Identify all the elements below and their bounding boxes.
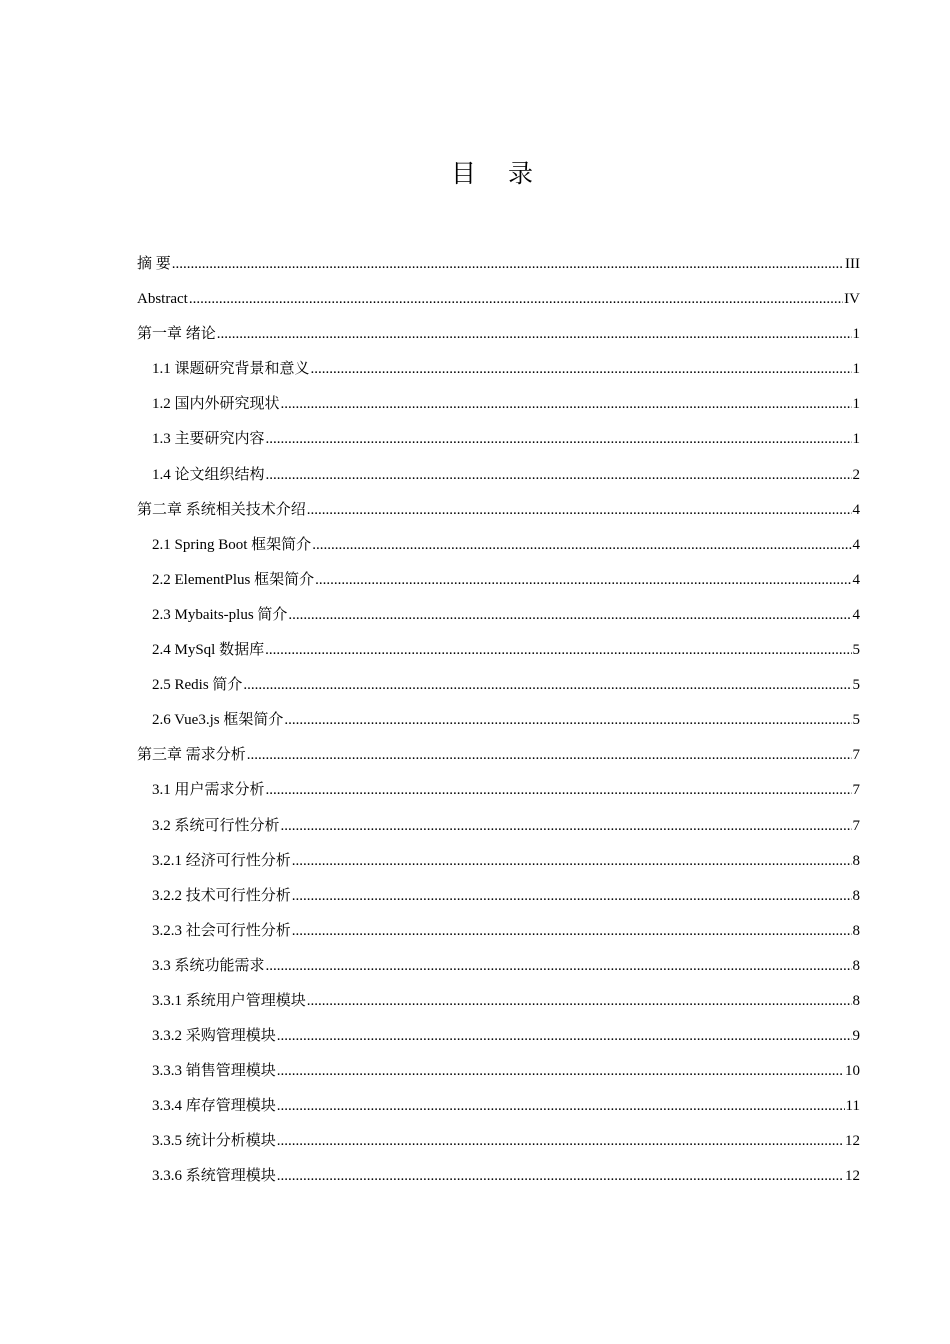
toc-dot-leader [292, 914, 852, 949]
toc-entry[interactable] [137, 984, 860, 1019]
toc-dot-leader [288, 598, 851, 633]
toc-entry[interactable] [137, 458, 860, 493]
toc-entry-label: 1.2 国内外研究现状 [152, 396, 280, 413]
toc-dot-leader [243, 668, 851, 703]
toc-entry-label: 3.3.6 系统管理模块 [152, 1168, 276, 1185]
toc-entry-label: 3.3 系统功能需求 [152, 957, 265, 974]
toc-entry[interactable] [137, 1124, 860, 1159]
toc-entry-label: 3.3.3 销售管理模块 [152, 1063, 276, 1080]
toc-entry-label: 2.3 Mybaits-plus 简介 [152, 606, 288, 623]
toc-entry[interactable] [137, 1019, 860, 1054]
toc-entry[interactable] [137, 1159, 860, 1194]
toc-entry-page-number: 12 [845, 1168, 860, 1185]
toc-entry-label: 2.5 Redis 简介 [152, 677, 243, 694]
toc-entry[interactable] [137, 282, 860, 317]
toc-entry-label: 3.2.2 技术可行性分析 [152, 887, 291, 904]
toc-entry[interactable] [137, 703, 860, 738]
toc-entry-page-number: 12 [845, 1133, 860, 1150]
toc-entry-label: 第三章 需求分析 [137, 747, 246, 764]
toc-entry-page-number: 5 [852, 642, 860, 659]
toc-entry-label: 3.2.1 经济可行性分析 [152, 852, 291, 869]
toc-entry-page-number: 7 [852, 817, 860, 834]
toc-dot-leader [307, 984, 852, 1019]
toc-dot-leader [266, 422, 852, 457]
toc-entry-label: 2.1 Spring Boot 框架简介 [152, 536, 312, 553]
toc-entry[interactable] [137, 352, 860, 387]
table-of-contents [137, 247, 860, 1195]
toc-entry[interactable] [137, 493, 860, 528]
toc-dot-leader [312, 528, 851, 563]
toc-entry-page-number: 8 [852, 957, 860, 974]
toc-entry-label: 2.4 MySql 数据库 [152, 642, 265, 659]
toc-dot-leader [277, 1124, 844, 1159]
toc-entry-page-number: 4 [852, 536, 860, 553]
toc-entry[interactable] [137, 738, 860, 773]
toc-entry-page-number: 8 [852, 852, 860, 869]
toc-entry-label: 摘 要 [137, 256, 171, 272]
toc-entry[interactable] [137, 422, 860, 457]
toc-dot-leader [265, 633, 851, 668]
toc-entry-label: Abstract [137, 291, 188, 308]
toc-entry[interactable] [137, 1054, 860, 1089]
toc-dot-leader [277, 1089, 845, 1124]
toc-entry-page-number: 4 [852, 501, 860, 518]
toc-entry-page-number: 1 [852, 396, 860, 413]
toc-entry-page-number: 8 [852, 922, 860, 939]
page-title: 目 录 [451, 159, 545, 188]
toc-entry-page-number: 4 [852, 571, 860, 588]
toc-entry[interactable] [137, 809, 860, 844]
toc-entry-page-number: 4 [852, 606, 860, 623]
toc-dot-leader [307, 493, 852, 528]
toc-entry[interactable] [137, 633, 860, 668]
toc-entry[interactable] [137, 879, 860, 914]
toc-dot-leader [292, 879, 852, 914]
toc-entry-label: 1.4 论文组织结构 [152, 466, 265, 483]
toc-entry[interactable] [137, 528, 860, 563]
toc-dot-leader [277, 1159, 844, 1194]
toc-entry[interactable] [137, 317, 860, 352]
toc-entry-page-number: 7 [852, 782, 860, 799]
toc-dot-leader [281, 809, 852, 844]
toc-entry-page-number: 1 [852, 361, 860, 378]
toc-entry-page-number: 8 [852, 992, 860, 1009]
toc-entry-page-number: III [845, 256, 860, 272]
toc-entry-label: 2.6 Vue3.js 框架简介 [152, 712, 284, 729]
toc-dot-leader [266, 949, 852, 984]
toc-entry-label: 3.3.2 采购管理模块 [152, 1028, 276, 1045]
toc-entry-page-number: 7 [852, 747, 860, 764]
toc-entry-label: 3.2 系统可行性分析 [152, 817, 280, 834]
toc-dot-leader [247, 738, 852, 773]
toc-entry-page-number: 5 [852, 677, 860, 694]
toc-entry-label: 2.2 ElementPlus 框架简介 [152, 571, 315, 588]
toc-entry-label: 3.1 用户需求分析 [152, 782, 265, 799]
toc-entry-page-number: 1 [852, 326, 860, 343]
toc-dot-leader [292, 844, 852, 879]
toc-entry-page-number: 5 [852, 712, 860, 729]
toc-entry[interactable] [137, 598, 860, 633]
toc-dot-leader [266, 458, 852, 493]
toc-entry[interactable] [137, 1089, 860, 1124]
toc-dot-leader [277, 1019, 852, 1054]
toc-entry-page-number: IV [844, 291, 860, 308]
toc-entry-page-number: 8 [852, 887, 860, 904]
toc-dot-leader [217, 317, 852, 352]
toc-entry-page-number: 9 [852, 1028, 860, 1045]
toc-dot-leader [281, 387, 852, 422]
toc-entry-page-number: 2 [852, 466, 860, 483]
toc-entry[interactable] [137, 247, 860, 282]
toc-entry-label: 1.3 主要研究内容 [152, 431, 265, 448]
toc-entry[interactable] [137, 949, 860, 984]
toc-entry-page-number: 11 [845, 1098, 860, 1115]
toc-entry-label: 3.3.5 统计分析模块 [152, 1133, 276, 1150]
toc-entry[interactable] [137, 668, 860, 703]
toc-dot-leader [311, 352, 852, 387]
toc-dot-leader [172, 247, 844, 282]
toc-dot-leader [277, 1054, 844, 1089]
toc-entry[interactable] [137, 844, 860, 879]
toc-entry-page-number: 10 [845, 1063, 860, 1080]
toc-entry-page-number: 1 [852, 431, 860, 448]
toc-dot-leader [315, 563, 851, 598]
toc-entry[interactable] [137, 563, 860, 598]
toc-entry-label: 1.1 课题研究背景和意义 [152, 361, 310, 378]
toc-entry-label: 3.3.1 系统用户管理模块 [152, 992, 306, 1009]
toc-entry[interactable] [137, 773, 860, 808]
toc-entry-label: 第二章 系统相关技术介绍 [137, 501, 306, 518]
toc-dot-leader [266, 773, 852, 808]
toc-entry[interactable] [137, 387, 860, 422]
toc-dot-leader [284, 703, 851, 738]
toc-dot-leader [189, 282, 843, 317]
toc-entry-label: 3.2.3 社会可行性分析 [152, 922, 291, 939]
toc-entry[interactable] [137, 914, 860, 949]
toc-entry-label: 第一章 绪论 [137, 326, 216, 343]
toc-entry-label: 3.3.4 库存管理模块 [152, 1098, 276, 1115]
